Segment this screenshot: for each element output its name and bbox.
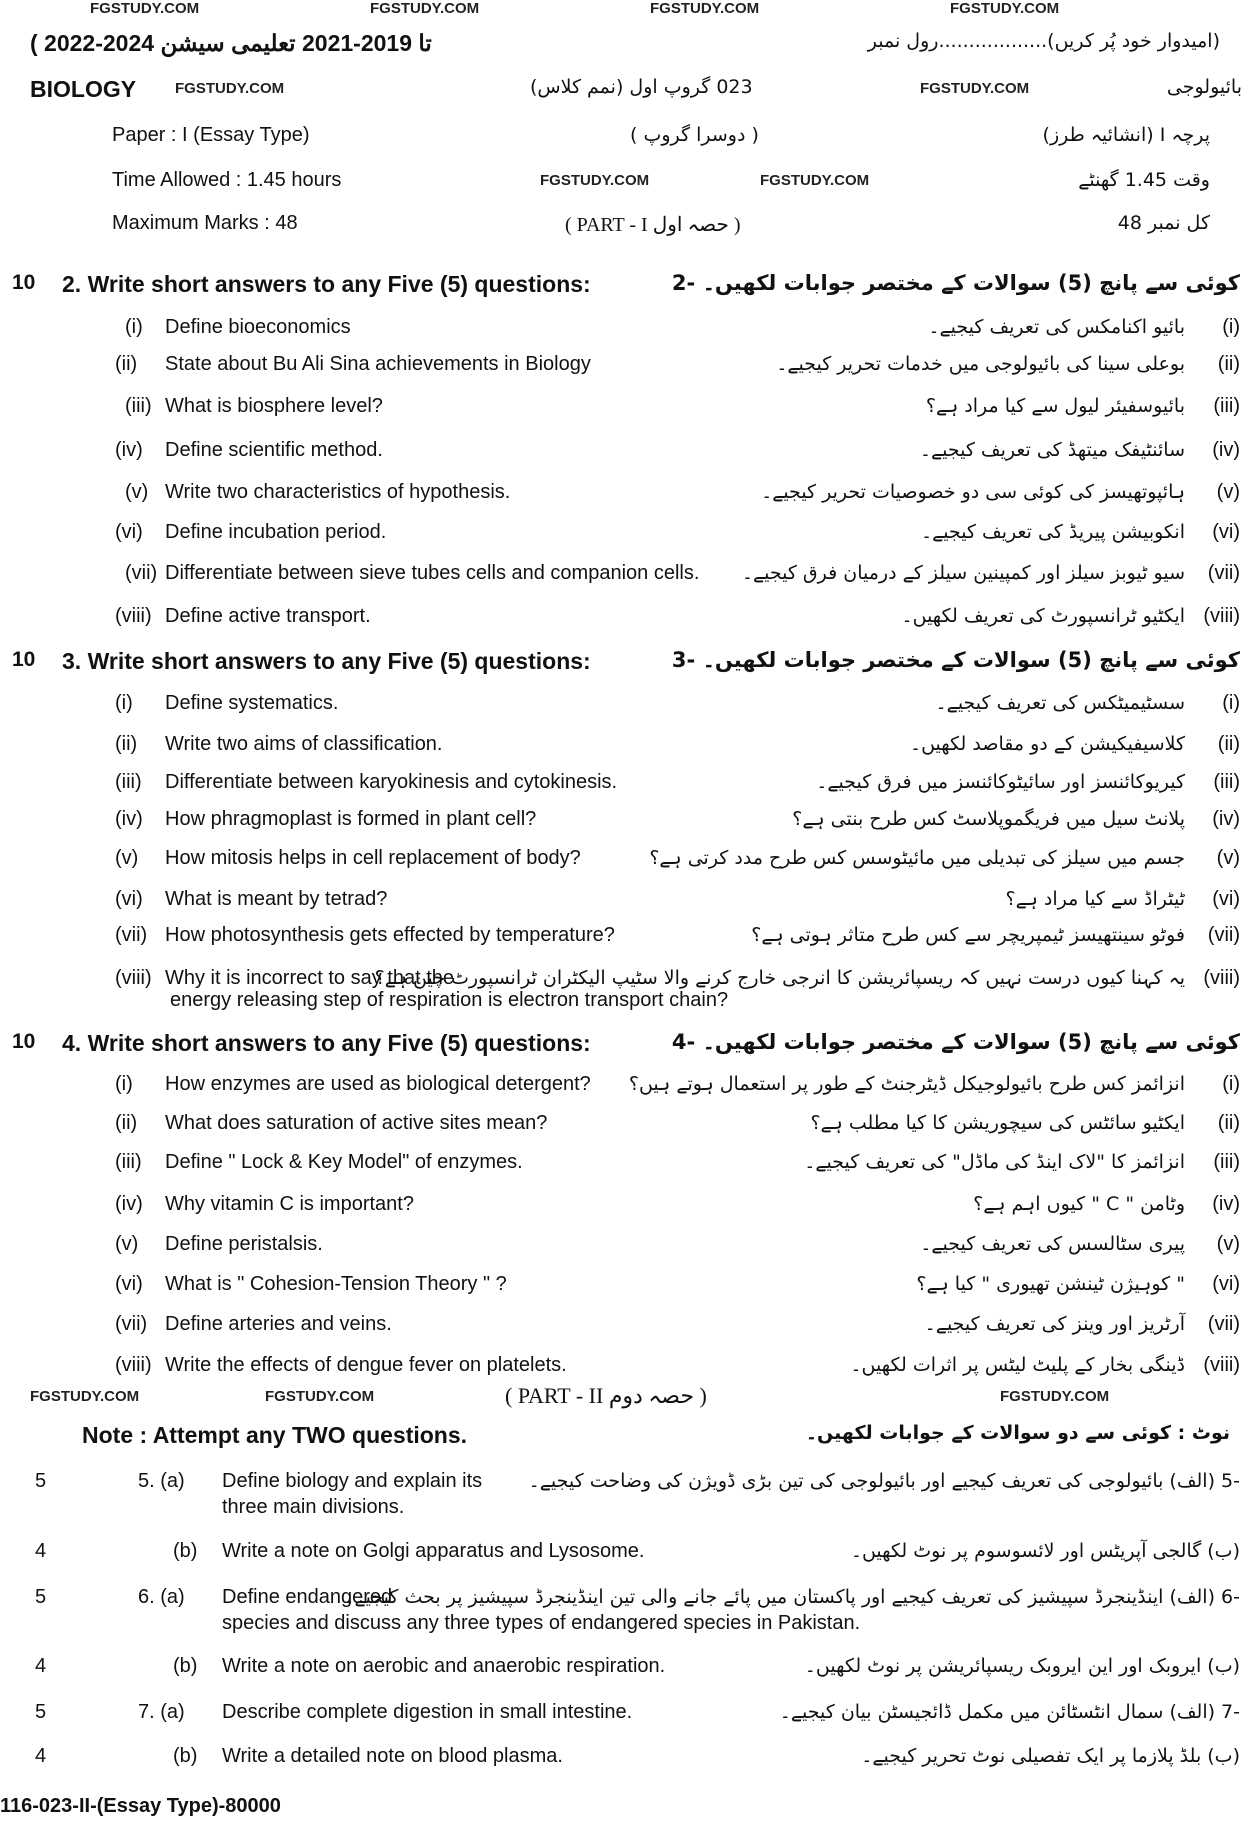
question-row bbox=[0, 771, 1250, 805]
question-marks: 5 bbox=[35, 1470, 47, 1492]
question-text: What is " Cohesion-Tension Theory " ? bbox=[165, 1273, 507, 1295]
question-marks: 5 bbox=[35, 1701, 47, 1723]
question-text: Differentiate between sieve tubes cells and companion cells. bbox=[165, 562, 700, 584]
question-label: 5. (a) bbox=[138, 1470, 185, 1492]
question-text: Why it is incorrect to say that the bbox=[165, 967, 454, 989]
question-number: (v) bbox=[115, 847, 139, 869]
question-number-urdu: (viii) bbox=[1203, 1354, 1240, 1376]
question-text: Differentiate between karyokinesis and cytokinesis. bbox=[165, 771, 618, 793]
question-row bbox=[0, 1745, 1250, 1779]
question-row bbox=[0, 481, 1250, 515]
question-number: (i) bbox=[115, 692, 133, 714]
question-number-urdu: (iv) bbox=[1212, 439, 1240, 461]
question-row bbox=[0, 888, 1250, 922]
question-number-urdu: (ii) bbox=[1217, 353, 1240, 375]
question-number-urdu: (iv) bbox=[1212, 808, 1240, 830]
question-row bbox=[0, 847, 1250, 881]
watermark: FGSTUDY.COM bbox=[1000, 1388, 1110, 1405]
question-number-urdu: (vi) bbox=[1212, 1273, 1240, 1295]
question-text-urdu: ڈینگی بخار کے پلیٹ لیٹس پر اثرات لکھیں۔ bbox=[850, 1354, 1185, 1376]
question-number: (viii) bbox=[115, 967, 152, 989]
question-number: (vi) bbox=[115, 888, 143, 910]
question-number-urdu: (iii) bbox=[1213, 1151, 1240, 1173]
question-text: Write the effects of dengue fever on platelets. bbox=[165, 1354, 567, 1376]
question-number: (iii) bbox=[115, 1151, 142, 1173]
question-text: Define " Lock & Key Model" of enzymes. bbox=[165, 1151, 523, 1173]
question-text-urdu: -6 (الف) اینڈینجرڈ سپیشیز کی تعریف کیجیے اور پاکستان میں پائے جانے والی تین اینڈینجرڈ سپیشیز پر بحث کیجیے۔ bbox=[343, 1586, 1240, 1608]
question-text-urdu: بوعلی سینا کی بائیولوجی میں خدمات تحریر کیجیے۔ bbox=[776, 353, 1185, 375]
question-number-urdu: (v) bbox=[1216, 481, 1240, 503]
question-text: Define peristalsis. bbox=[165, 1233, 323, 1255]
section-heading: 3. Write short answers to any Five (5) questions: bbox=[62, 648, 591, 674]
question-row bbox=[0, 1030, 1250, 1064]
question-number-urdu: (i) bbox=[1222, 692, 1240, 714]
watermark: FGSTUDY.COM bbox=[175, 80, 285, 97]
question-number-urdu: (vii) bbox=[1207, 924, 1240, 946]
section-heading-urdu: کوئی سے پانچ (5) سوالات کے مختصر جوابات لکھیں۔ -4 bbox=[671, 1030, 1240, 1054]
question-number-urdu: (ii) bbox=[1217, 1112, 1240, 1134]
question-number-urdu: (iii) bbox=[1213, 771, 1240, 793]
question-text: Define active transport. bbox=[165, 605, 371, 627]
question-row bbox=[0, 395, 1250, 429]
question-number: (viii) bbox=[115, 605, 152, 627]
question-row bbox=[0, 1193, 1250, 1227]
question-text-urdu: پیری سٹالسس کی تعریف کیجیے۔ bbox=[920, 1233, 1185, 1255]
part-two-note-urdu: نوٹ : کوئی سے دو سوالات کے جوابات لکھیں۔ bbox=[805, 1422, 1230, 1444]
question-number: (ii) bbox=[115, 1112, 138, 1134]
question-row bbox=[0, 1586, 1250, 1634]
question-text: Define arteries and veins. bbox=[165, 1313, 392, 1335]
question-number: (vii) bbox=[125, 562, 158, 584]
question-text: State about Bu Ali Sina achievements in Biology bbox=[165, 353, 591, 375]
question-number: (iii) bbox=[125, 395, 152, 417]
question-number-urdu: (ii) bbox=[1217, 733, 1240, 755]
question-text-urdu: بائیوسفیئر لیول سے کیا مراد ہے؟ bbox=[925, 395, 1185, 417]
question-text-continued: species and discuss any three types of endangered species in Pakistan. bbox=[222, 1612, 861, 1634]
question-label: (b) bbox=[173, 1540, 198, 1562]
question-text-urdu: سسٹیمیٹکس کی تعریف کیجیے۔ bbox=[935, 692, 1185, 714]
section-marks: 10 bbox=[12, 271, 36, 294]
question-text: How enzymes are used as biological detergent? bbox=[165, 1073, 591, 1095]
question-text-urdu: فوٹو سینتھیسز ٹیمپریچر سے کس طرح متاثر ہوتی ہے؟ bbox=[751, 924, 1185, 946]
question-number-urdu: (i) bbox=[1222, 1073, 1240, 1095]
question-text-urdu: ہائپوتھیسز کی کوئی سی دو خصوصیات تحریر کیجیے۔ bbox=[761, 481, 1185, 503]
question-number: (i) bbox=[125, 316, 143, 338]
question-row bbox=[0, 271, 1250, 305]
question-number-urdu: (vi) bbox=[1212, 888, 1240, 910]
question-text-urdu: یہ کہنا کیوں درست نہیں کہ ریسپائریشن کا انرجی خارج کرنے والا سٹیپ الیکٹران ٹرانسپورٹ چین ہے؟ bbox=[374, 967, 1185, 989]
question-text-urdu: کیریوکائنسز اور سائیٹوکائنسز میں فرق کیجیے۔ bbox=[816, 771, 1185, 793]
question-text-urdu: ایکٹیو سائٹس کی سیچوریشن کا کیا مطلب ہے؟ bbox=[810, 1112, 1185, 1134]
section-heading: 4. Write short answers to any Five (5) questions: bbox=[62, 1030, 591, 1056]
paper-code: 023 گروپ اول (نمم کلاس) bbox=[530, 76, 753, 98]
question-number-urdu: (v) bbox=[1216, 1233, 1240, 1255]
question-row bbox=[0, 439, 1250, 473]
question-number: (vii) bbox=[115, 1313, 148, 1335]
paper-footer-code: 116-023-II-(Essay Type)-80000 bbox=[0, 1795, 281, 1817]
time-allowed: Time Allowed : 1.45 hours bbox=[112, 169, 342, 191]
question-number: (v) bbox=[115, 1233, 139, 1255]
question-text-urdu: جسم میں سیلز کی تبدیلی میں مائیٹوسس کس طرح مدد کرتی ہے؟ bbox=[649, 847, 1185, 869]
question-text-urdu: کلاسیفیکیشن کے دو مقاصد لکھیں۔ bbox=[909, 733, 1185, 755]
question-text: How mitosis helps in cell replacement of body? bbox=[165, 847, 581, 869]
maximum-marks-urdu: کل نمبر 48 bbox=[1117, 212, 1210, 234]
question-row bbox=[0, 562, 1250, 596]
paper-type: Paper : I (Essay Type) bbox=[112, 124, 310, 146]
question-row bbox=[0, 1112, 1250, 1146]
part-one-title: ( PART - I حصہ اول ) bbox=[565, 214, 741, 236]
question-text-urdu: سائنٹیفک میتھڈ کی تعریف کیجیے۔ bbox=[919, 439, 1185, 461]
roll-number-line: (امیدوار خود پُر کریں)..................رول نمبر bbox=[867, 30, 1220, 52]
section-marks: 10 bbox=[12, 648, 36, 671]
question-number: (iii) bbox=[115, 771, 142, 793]
question-text: Write a detailed note on blood plasma. bbox=[222, 1745, 563, 1767]
question-text-continued: energy releasing step of respiration is electron transport chain? bbox=[170, 989, 729, 1011]
question-label: 7. (a) bbox=[138, 1701, 185, 1723]
question-row bbox=[0, 924, 1250, 958]
question-text: What does saturation of active sites mean? bbox=[165, 1112, 548, 1134]
watermark: FGSTUDY.COM bbox=[760, 172, 870, 189]
subject-title-urdu: بائیولوجی bbox=[1166, 76, 1242, 98]
question-text-urdu: ایکٹیو ٹرانسپورٹ کی تعریف لکھیں۔ bbox=[901, 605, 1185, 627]
question-text: Define bioeconomics bbox=[165, 316, 351, 338]
question-text-urdu: انکوبیشن پیریڈ کی تعریف کیجیے۔ bbox=[920, 521, 1185, 543]
question-row bbox=[0, 808, 1250, 842]
question-text-urdu: انزائمز کس طرح بائیولوجیکل ڈیٹرجنٹ کے طور پر استعمال ہوتے ہیں؟ bbox=[628, 1073, 1185, 1095]
watermark: FGSTUDY.COM bbox=[370, 0, 480, 17]
section-heading: 2. Write short answers to any Five (5) questions: bbox=[62, 271, 591, 297]
question-text-urdu: وٹامن " C " کیوں اہم ہے؟ bbox=[973, 1193, 1185, 1215]
question-row bbox=[0, 692, 1250, 726]
question-row bbox=[0, 1233, 1250, 1267]
question-marks: 5 bbox=[35, 1586, 47, 1608]
part-two-note: Note : Attempt any TWO questions. bbox=[82, 1422, 468, 1448]
question-text: Define incubation period. bbox=[165, 521, 387, 543]
section-heading-urdu: کوئی سے پانچ (5) سوالات کے مختصر جوابات لکھیں۔ -2 bbox=[671, 271, 1240, 295]
question-text: What is biosphere level? bbox=[165, 395, 383, 417]
question-text: Write two aims of classification. bbox=[165, 733, 443, 755]
question-row bbox=[0, 733, 1250, 767]
question-row bbox=[0, 353, 1250, 387]
watermark: FGSTUDY.COM bbox=[950, 0, 1060, 17]
question-text: Define biology and explain its bbox=[222, 1470, 483, 1492]
watermark: FGSTUDY.COM bbox=[90, 0, 200, 17]
question-marks: 4 bbox=[35, 1745, 47, 1767]
question-number-urdu: (viii) bbox=[1203, 605, 1240, 627]
section-marks: 10 bbox=[12, 1030, 36, 1053]
question-number: (vi) bbox=[115, 1273, 143, 1295]
question-text-urdu: -7 (الف) سمال انٹسٹائن میں مکمل ڈائجیسٹن بیان کیجیے۔ bbox=[779, 1701, 1240, 1723]
question-number: (v) bbox=[125, 481, 149, 503]
watermark: FGSTUDY.COM bbox=[540, 172, 650, 189]
subject-title: BIOLOGY bbox=[30, 76, 137, 102]
question-row bbox=[0, 1540, 1250, 1574]
question-number-urdu: (vi) bbox=[1212, 521, 1240, 543]
question-number: (ii) bbox=[115, 353, 138, 375]
question-text-urdu: انزائمز کا "لاک اینڈ کی ماڈل" کی تعریف کیجیے۔ bbox=[804, 1151, 1185, 1173]
question-row bbox=[0, 605, 1250, 639]
question-text-urdu: پلانٹ سیل میں فریگموپلاسٹ کس طرح بنتی ہے؟ bbox=[792, 808, 1185, 830]
question-number: (iv) bbox=[115, 1193, 143, 1215]
question-text-urdu: (ب) بلڈ پلازما پر ایک تفصیلی نوٹ تحریر کیجیے۔ bbox=[861, 1745, 1240, 1767]
part-two-title: ( PART - II حصہ دوم ) bbox=[505, 1383, 707, 1408]
question-number-urdu: (i) bbox=[1222, 316, 1240, 338]
question-text: Write a note on aerobic and anaerobic respiration. bbox=[222, 1655, 666, 1677]
question-marks: 4 bbox=[35, 1655, 47, 1677]
question-text: Define endangered bbox=[222, 1586, 393, 1608]
section-heading-urdu: کوئی سے پانچ (5) سوالات کے مختصر جوابات لکھیں۔ -3 bbox=[671, 648, 1240, 672]
question-number-urdu: (iii) bbox=[1213, 395, 1240, 417]
question-text-urdu: آرٹریز اور وینز کی تعریف کیجیے۔ bbox=[924, 1313, 1185, 1335]
question-text-urdu: -5 (الف) بائیولوجی کی تعریف کیجیے اور بائیولوجی کی تین بڑی ڈویژن کی وضاحت کیجیے۔ bbox=[528, 1470, 1240, 1492]
question-number: (iv) bbox=[115, 808, 143, 830]
question-row bbox=[0, 1470, 1250, 1518]
watermark: FGSTUDY.COM bbox=[650, 0, 760, 17]
question-label: (b) bbox=[173, 1745, 198, 1767]
question-row bbox=[0, 1701, 1250, 1735]
question-number: (ii) bbox=[115, 733, 138, 755]
question-number: (i) bbox=[115, 1073, 133, 1095]
question-text: Why vitamin C is important? bbox=[165, 1193, 414, 1215]
question-number: (vi) bbox=[115, 521, 143, 543]
time-allowed-urdu: وقت 1.45 گھنٹے bbox=[1078, 169, 1210, 191]
question-label: 6. (a) bbox=[138, 1586, 185, 1608]
question-row bbox=[0, 521, 1250, 555]
paper-type-urdu: پرچہ I (انشائیہ طرز) bbox=[1042, 124, 1210, 146]
question-number-urdu: (iv) bbox=[1212, 1193, 1240, 1215]
question-text: Define systematics. bbox=[165, 692, 339, 714]
watermark: FGSTUDY.COM bbox=[30, 1388, 140, 1405]
question-text: How phragmoplast is formed in plant cell? bbox=[165, 808, 537, 830]
question-marks: 4 bbox=[35, 1540, 47, 1562]
question-number: (iv) bbox=[115, 439, 143, 461]
question-text-urdu: " کوہیژن ٹینشن تھیوری " کیا ہے؟ bbox=[916, 1273, 1185, 1295]
question-text-urdu: (ب) گالجی آپریٹس اور لائسوسوم پر نوٹ لکھیں۔ bbox=[850, 1540, 1240, 1562]
question-text-urdu: ٹیٹراڈ سے کیا مراد ہے؟ bbox=[1005, 888, 1185, 910]
question-row bbox=[0, 1073, 1250, 1107]
question-text-continued: three main divisions. bbox=[222, 1496, 405, 1518]
question-number: (viii) bbox=[115, 1354, 152, 1376]
question-row bbox=[0, 316, 1250, 350]
question-text: Describe complete digestion in small intestine. bbox=[222, 1701, 633, 1723]
session-years: ( 2022-2024 تا 2019-2021 تعلیمی سیشن bbox=[30, 30, 432, 56]
question-row bbox=[0, 1655, 1250, 1689]
maximum-marks: Maximum Marks : 48 bbox=[112, 212, 298, 234]
question-row bbox=[0, 1273, 1250, 1307]
watermark: FGSTUDY.COM bbox=[265, 1388, 375, 1405]
question-text-urdu: بائیو اکنامکس کی تعریف کیجیے۔ bbox=[928, 316, 1185, 338]
question-number: (vii) bbox=[115, 924, 148, 946]
question-text: How photosynthesis gets effected by temperature? bbox=[165, 924, 615, 946]
question-row bbox=[0, 967, 1250, 1011]
question-number-urdu: (vii) bbox=[1207, 1313, 1240, 1335]
question-row bbox=[0, 648, 1250, 682]
question-text: Write a note on Golgi apparatus and Lysosome. bbox=[222, 1540, 645, 1562]
question-text-urdu: (ب) ایروبک اور این ایروبک ریسپائریشن پر نوٹ لکھیں۔ bbox=[804, 1655, 1240, 1677]
question-number-urdu: (vii) bbox=[1207, 562, 1240, 584]
question-text: What is meant by tetrad? bbox=[165, 888, 388, 910]
question-number-urdu: (v) bbox=[1216, 847, 1240, 869]
question-label: (b) bbox=[173, 1655, 198, 1677]
group-urdu: ( دوسرا گروپ ) bbox=[630, 124, 759, 146]
watermark: FGSTUDY.COM bbox=[920, 80, 1030, 97]
question-number-urdu: (viii) bbox=[1203, 967, 1240, 989]
question-row bbox=[0, 1151, 1250, 1185]
question-text: Write two characteristics of hypothesis. bbox=[165, 481, 511, 503]
question-text: Define scientific method. bbox=[165, 439, 383, 461]
question-row bbox=[0, 1313, 1250, 1347]
question-text-urdu: سیو ٹیوبز سیلز اور کمپینین سیلز کے درمیان فرق کیجیے۔ bbox=[741, 562, 1185, 584]
